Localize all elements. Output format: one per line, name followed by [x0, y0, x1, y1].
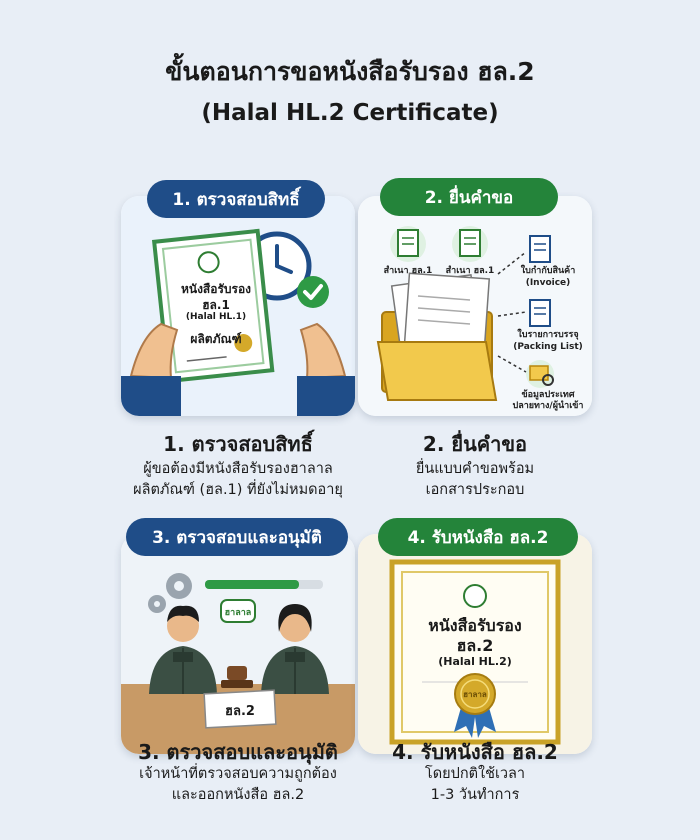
stamp-paper-text: ฮล.2: [225, 704, 255, 719]
left-sleeve: [121, 376, 181, 416]
step-2-badge: 2. ยื่นคำขอ: [380, 178, 558, 216]
doc-label-hl1-copy-b: สำเนา ฮล.1: [445, 266, 495, 276]
right-sleeve: [297, 376, 355, 416]
page-title: ขั้นตอนการขอหนังสือรับรอง ฮล.2: [165, 57, 535, 86]
halal-logo-icon: [464, 585, 486, 607]
seal-text: ฮาลาล: [463, 690, 487, 699]
step-4-card: [358, 534, 592, 754]
step-3-card: [121, 534, 355, 754]
step-1-desc-line-1: ผู้ขอต้องมีหนังสือรับรองฮาลาล: [143, 461, 333, 477]
step-2-desc-line-2: เอกสารประกอบ: [425, 482, 525, 498]
hl2-cert-en: (Halal HL.2): [438, 655, 512, 668]
step-4-badge: 4. รับหนังสือ ฮล.2: [378, 518, 578, 556]
check-icon: [297, 276, 329, 308]
doc-icon-destination-info: [526, 360, 554, 388]
step-1-badge: 1. ตรวจสอบสิทธิ์: [147, 180, 325, 218]
approval-illustration: [121, 534, 355, 754]
doc-label-packing-list: ใบรายการบรรจุ: [517, 330, 579, 340]
hl1-cert-en: (Halal HL.1): [185, 312, 247, 322]
step-4-title: 4. รับหนังสือ ฮล.2: [392, 740, 558, 764]
doc-icon-hl1-copy-b: [452, 226, 488, 262]
step-3-badge: 3. ตรวจสอบและอนุมัติ: [126, 518, 348, 556]
step-3-title: 3. ตรวจสอบและอนุมัติ: [138, 740, 338, 764]
doc-label-destination: ข้อมูลประเทศ: [521, 390, 575, 400]
step-1-title: 1. ตรวจสอบสิทธิ์: [163, 432, 313, 456]
folder-icon: [378, 273, 496, 400]
hl2-cert-code: ฮล.2: [456, 636, 494, 655]
progress-fill: [205, 580, 299, 589]
doc-icon-invoice: [530, 236, 550, 262]
doc-label-packing-list-en: (Packing List): [513, 342, 583, 352]
step-4-desc-line-1: โดยปกติใช้เวลา: [424, 766, 526, 782]
step-1-card: [121, 196, 355, 416]
doc-label-destination-sub: ปลายทาง/ผู้นำเข้า: [512, 401, 584, 411]
doc-icon-hl1-copy-a: [390, 226, 426, 262]
doc-label-invoice: ใบกำกับสินค้า: [520, 266, 576, 276]
speech-bubble-text: ฮาลาล: [224, 608, 252, 618]
hl1-cert-title: หนังสือรับรอง: [180, 282, 252, 296]
step-3-desc-line-2: และออกหนังสือ ฮล.2: [171, 787, 305, 803]
step-2-title: 2. ยื่นคำขอ: [422, 432, 528, 456]
documents-illustration: [358, 196, 592, 416]
page-subtitle: (Halal HL.2 Certificate): [201, 100, 499, 126]
hl2-cert-title: หนังสือรับรอง: [428, 616, 522, 635]
step-3-desc-line-1: เจ้าหน้าที่ตรวจสอบความถูกต้อง: [139, 766, 337, 782]
step-2-desc-line-1: ยื่นแบบคำขอพร้อม: [415, 461, 535, 477]
hl1-cert-code: ฮล.1: [202, 298, 230, 312]
step-4-desc-line-2: 1-3 วันทำการ: [430, 787, 520, 803]
hl1-cert-product: ผลิตภัณฑ์: [190, 332, 242, 346]
step-1-desc-line-2: ผลิตภัณฑ์ (ฮล.1) ที่ยังไม่หมดอายุ: [133, 482, 343, 498]
doc-icon-packing-list: [530, 300, 550, 326]
doc-label-hl1-copy-a: สำเนา ฮล.1: [383, 266, 433, 276]
doc-label-invoice-en: (Invoice): [525, 278, 571, 288]
step-2-card: [358, 196, 592, 416]
